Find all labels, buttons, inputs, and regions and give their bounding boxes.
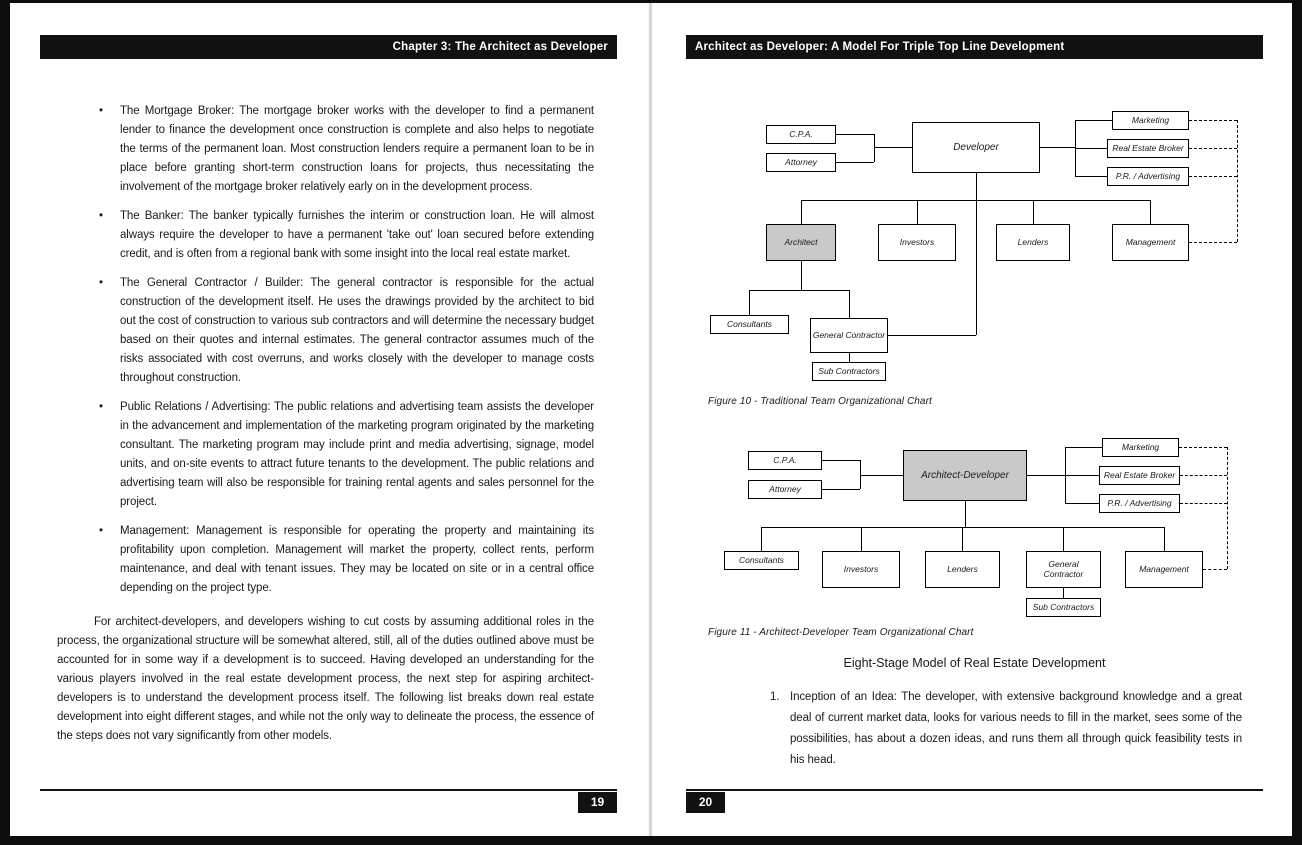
dashed-connector-line	[1203, 569, 1227, 570]
bullet-marker: •	[99, 105, 103, 117]
connector-line	[965, 501, 966, 527]
org-node-investors: Investors	[878, 224, 956, 261]
connector-line	[874, 147, 912, 148]
connector-line	[861, 527, 862, 551]
bullet-text: The public relations and advertising team assists the developer in the advancement and implementation of the marketing program originated by the marketing consultant. The marketing program may include print and media advertising, signage, model units, and on-site events to attract future tenants to the development. The public relations and advertising team will also be responsible for training rental agents and sales personnel for the project.	[120, 401, 594, 508]
org-node-general-contractor: General Contractor	[810, 318, 888, 353]
figure11-org-chart	[700, 432, 1245, 622]
stage-text-block	[790, 687, 1242, 771]
connector-line	[962, 527, 963, 551]
stage-body: The developer, with extensive background knowledge and a great deal of current market data, looks for various needs to fill in the market, sees some of the possibilities, has about a dozen ideas, and runs them all through quick feasibility tests in his head.	[790, 691, 1242, 766]
dashed-connector-line	[1180, 503, 1227, 504]
connector-line	[888, 335, 976, 336]
org-node-management: Management	[1125, 551, 1203, 588]
connector-line	[1164, 527, 1165, 551]
org-node-investors: Investors	[822, 551, 900, 588]
bullet-item-banker	[99, 207, 594, 264]
org-node-lenders: Lenders	[996, 224, 1070, 261]
section-heading: Eight-Stage Model of Real Estate Development	[843, 656, 1106, 670]
connector-line	[1040, 147, 1075, 148]
figure11-caption: Figure 11 - Architect-Developer Team Organizational Chart	[708, 627, 974, 638]
bullet-item-management	[99, 522, 594, 598]
bullet-title: The General Contractor / Builder:	[120, 277, 304, 289]
connector-line	[801, 200, 1150, 201]
left-footer-rule	[40, 789, 617, 791]
org-node-pr-advertising: P.R. / Advertising	[1099, 494, 1180, 513]
bullet-item-general-contractor	[99, 274, 594, 388]
org-node-attorney: Attorney	[766, 153, 836, 172]
connector-line	[801, 261, 802, 290]
connector-line	[1075, 176, 1107, 177]
org-node-consultants: Consultants	[724, 551, 799, 570]
connector-line	[874, 134, 875, 162]
org-node-developer: Developer	[912, 122, 1040, 173]
connector-line	[749, 290, 849, 291]
org-node-consultants: Consultants	[710, 315, 789, 334]
org-node-cpa: C.P.A.	[748, 451, 822, 470]
stage-title: Inception of an Idea:	[790, 691, 897, 703]
org-node-management: Management	[1112, 224, 1189, 261]
connector-line	[836, 134, 874, 135]
right-page-header-title: Architect as Developer: A Model For Triple Top Line Development	[695, 41, 1065, 53]
left-page-body	[57, 102, 594, 746]
connector-line	[761, 527, 762, 551]
dashed-connector-line	[1227, 447, 1228, 569]
connector-line	[917, 200, 918, 224]
bullet-marker: •	[99, 401, 103, 413]
org-node-general-contractor: General Contractor	[1026, 551, 1101, 588]
stage-number: 1.	[770, 691, 780, 703]
connector-line	[1075, 148, 1107, 149]
connector-line	[1063, 527, 1064, 551]
bullet-item-mortgage-broker	[99, 102, 595, 197]
connector-line	[1065, 503, 1099, 504]
dashed-connector-line	[1180, 475, 1227, 476]
bullet-title: Public Relations / Advertising:	[120, 401, 271, 413]
dashed-connector-line	[1189, 120, 1237, 121]
left-page-number: 19	[578, 792, 617, 813]
bullet-title: Management:	[120, 525, 190, 537]
bullet-text: The mortgage broker works with the developer to find a permanent lender to finance the development once construction is complete and also helps to negotiate the terms of the permanent loan. Most construction lenders require a permanent loan to be in place before granting short-term construction loans for projects, thus necessitating the involvement of the mortgage broker relatively early on in the development process.	[120, 105, 595, 193]
closing-paragraph: For architect-developers, and developers wishing to cut costs by assuming additional roles in the process, the organizational structure will be somewhat altered, still, all of the duties outlined above must be accounted for in some way if a development is to succeed. Having developed an understanding for the various players involved in the real estate development process, the next step for aspiring architect-developers is to understand the development process itself. The following list breaks down real estate development into eight different stages, and while not the only way to delineate the process, the essence of the steps does not vary significantly from other models.	[57, 616, 594, 742]
right-page-header-bar	[686, 35, 1263, 59]
org-node-marketing: Marketing	[1102, 438, 1179, 457]
stage-item-1	[770, 687, 1242, 771]
org-node-sub-contractors: Sub Contractors	[812, 362, 886, 381]
connector-line	[849, 290, 850, 318]
org-node-real-estate-broker: Real Estate Broker	[1107, 139, 1189, 158]
connector-line	[1150, 200, 1151, 224]
connector-line	[836, 162, 874, 163]
figure10-org-chart	[700, 105, 1245, 390]
connector-line	[749, 290, 750, 315]
connector-line	[860, 475, 903, 476]
page-fold-divider	[648, 0, 653, 845]
bullet-marker: •	[99, 210, 103, 222]
connector-line	[1027, 475, 1065, 476]
left-page-header-bar	[40, 35, 617, 59]
connector-line	[849, 353, 850, 362]
bullet-text: The banker typically furnishes the interim or construction loan. He will almost always require the developer to have a permanent 'take out' loan secured before extending credit, and is often from a regional bank with some insight into the local real estate market.	[120, 210, 594, 260]
connector-line	[801, 200, 802, 224]
bullet-title: The Banker:	[120, 210, 184, 222]
dashed-connector-line	[1237, 120, 1238, 242]
connector-line	[1063, 588, 1064, 598]
connector-line	[822, 460, 860, 461]
org-node-pr-advertising: P.R. / Advertising	[1107, 167, 1189, 186]
connector-line	[1065, 447, 1102, 448]
org-node-real-estate-broker: Real Estate Broker	[1099, 466, 1180, 485]
dashed-connector-line	[1189, 176, 1237, 177]
org-node-cpa: C.P.A.	[766, 125, 836, 144]
org-node-marketing: Marketing	[1112, 111, 1189, 130]
bullet-marker: •	[99, 277, 103, 289]
figure10-caption: Figure 10 - Traditional Team Organizational Chart	[708, 396, 932, 407]
bullet-item-public-relations	[99, 398, 594, 512]
connector-line	[1033, 200, 1034, 224]
org-node-architect: Architect	[766, 224, 836, 261]
org-node-lenders: Lenders	[925, 551, 1000, 588]
org-node-sub-contractors: Sub Contractors	[1026, 598, 1101, 617]
bullet-text: Management is responsible for operating the property and maintaining its profitability upon completion. Management will market the property, collect rents, perform maintenance, and deal with tenant issues. They may be located on site or in a central office depending on the project type.	[120, 525, 594, 594]
right-page-number: 20	[686, 792, 725, 813]
connector-line	[976, 173, 977, 335]
connector-line	[822, 489, 860, 490]
dashed-connector-line	[1189, 148, 1237, 149]
connector-line	[1065, 475, 1099, 476]
dashed-connector-line	[1189, 242, 1237, 243]
org-node-attorney: Attorney	[748, 480, 822, 499]
bullet-marker: •	[99, 525, 103, 537]
dashed-connector-line	[1179, 447, 1227, 448]
right-footer-rule	[686, 789, 1263, 791]
left-page-header-title: Chapter 3: The Architect as Developer	[392, 41, 608, 53]
connector-line	[1075, 120, 1112, 121]
bullet-text: The general contractor is responsible for the actual construction of the development itself. He uses the drawings provided by the architect to bid out the cost of construction to various sub contractors and will determine the necessary budget based on their quotes and internal estimates. The general contractor assumes much of the risks associated with cost overruns, and works closely with the developer to manage costs throughout construction.	[120, 277, 594, 384]
org-node-architect-developer: Architect-Developer	[903, 450, 1027, 501]
bullet-title: The Mortgage Broker:	[120, 105, 235, 117]
